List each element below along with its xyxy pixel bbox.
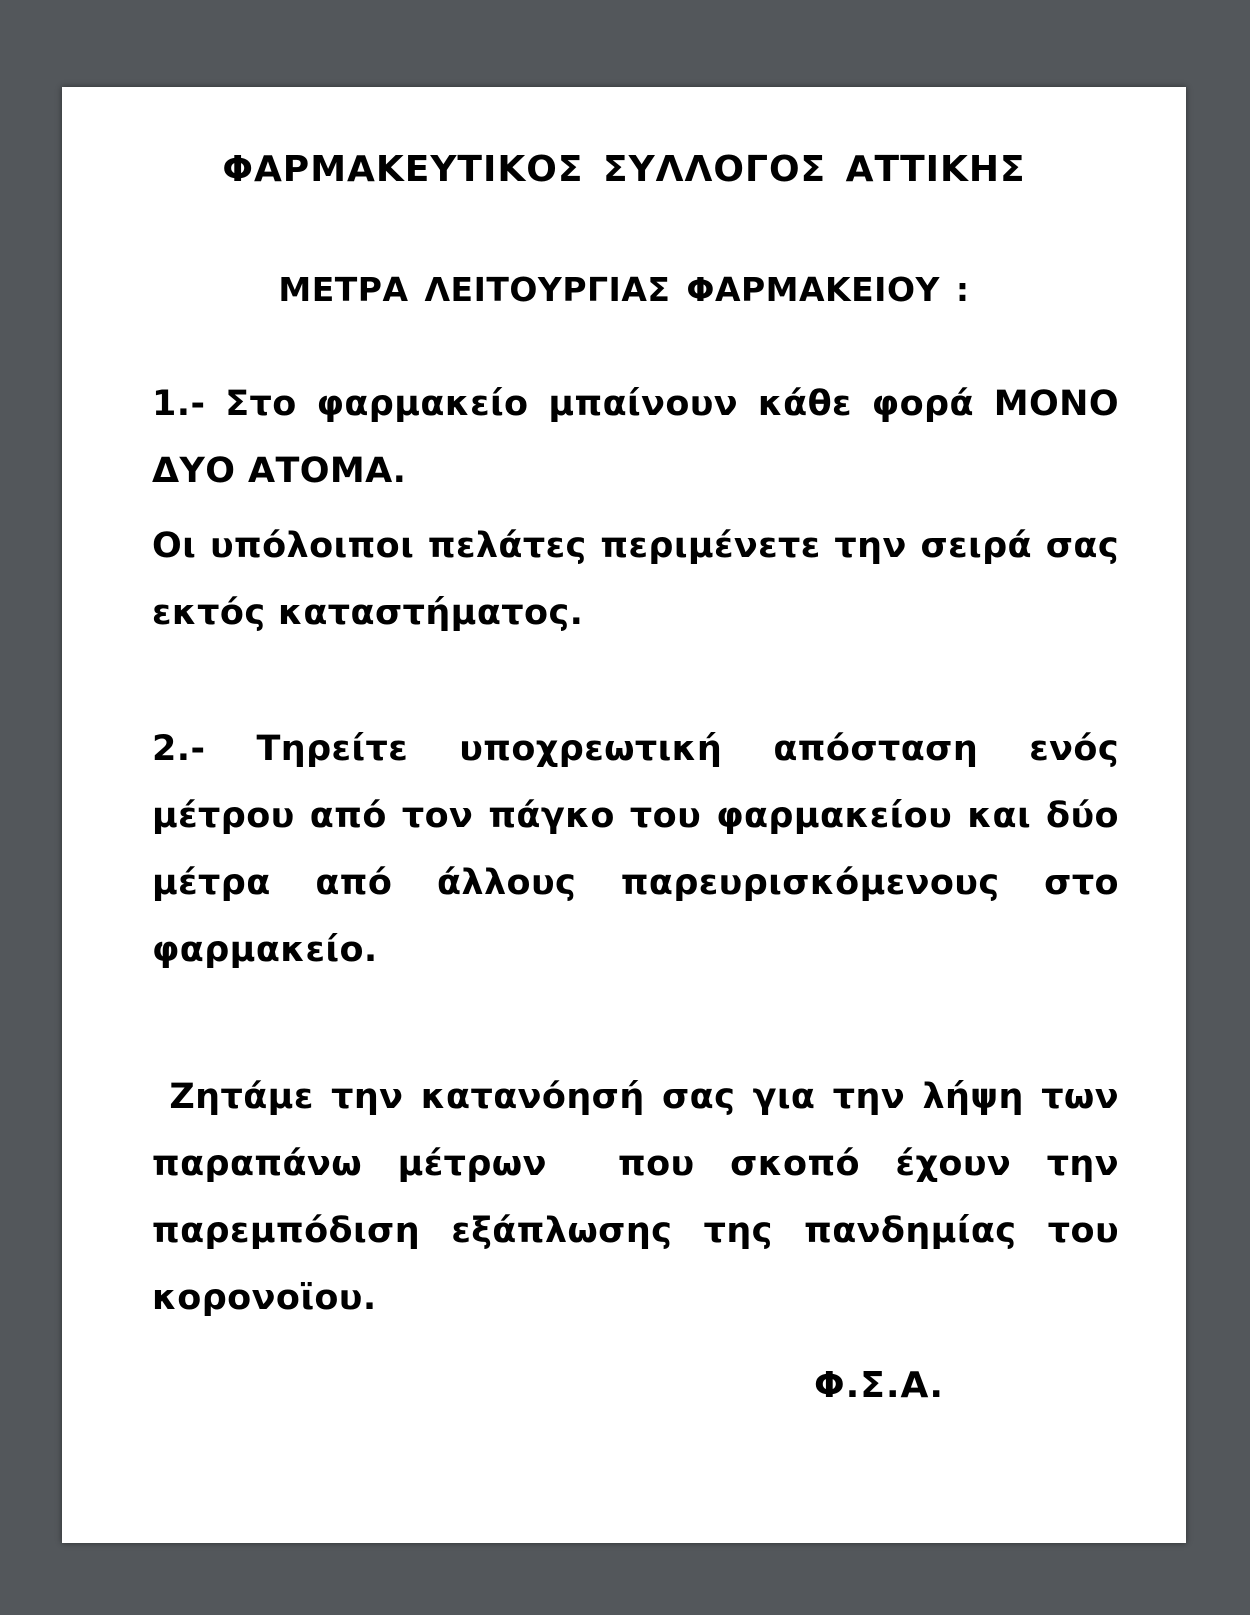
paragraph-1: 1.- Στο φαρμακείο μπαίνουν κάθε φορά ΜΟΝΟ ΔΥΟ ΑΤΟΜΑ. [152, 384, 1119, 491]
paragraph-4: Ζητάμε την κατανόησή σας για την λήψη των παραπάνω μέτρων που σκοπό έχουν την παρεμπόδιση εξάπλωσης της πανδημίας του κορονοϊου. [152, 1077, 1132, 1318]
paragraph-2: Οι υπόλοιποι πελάτες περιμένετε την σειρά σας εκτός καταστήματος. [152, 526, 1119, 633]
document-title: ΦΑΡΜΑΚΕΥΤΙΚΟΣ ΣΥΛΛΟΓΟΣ ΑΤΤΙΚΗΣ [222, 149, 1026, 190]
document-subtitle: ΜΕΤΡΑ ΛΕΙΤΟΥΡΓΙΑΣ ΦΑΡΜΑΚΕΙΟΥ : [278, 270, 970, 309]
document-page [62, 87, 1186, 1543]
signature: Φ.Σ.Α. [814, 1365, 945, 1406]
paragraph-3: 2.- Τηρείτε υποχρεωτική απόσταση ενός μέτρου από τον πάγκο του φαρμακείου και δύο μέτρα από άλλους παρευρισκόμενους στο φαρμακείο. [152, 729, 1119, 970]
